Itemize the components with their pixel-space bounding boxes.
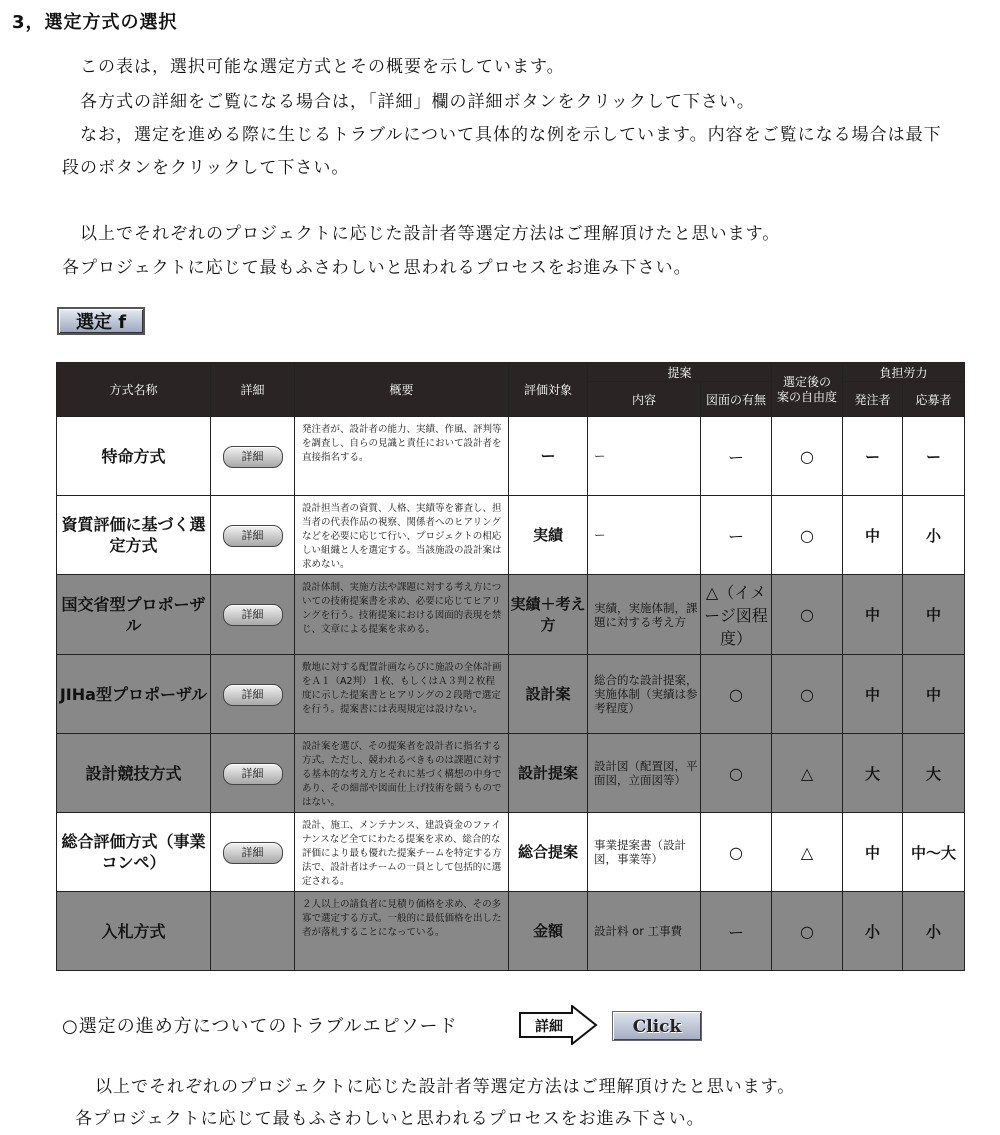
proposal-content: 事業提案書（設計図，事業等） [588, 813, 701, 892]
evaluation-target: ー [509, 417, 588, 496]
evaluation-target: 設計提案 [509, 734, 588, 813]
closing2-line-1: 以上でそれぞれのプロジェクトに応じた設計者等選定方法はご理解頂けたと思います。 [95, 1077, 796, 1097]
detail-cell [211, 496, 295, 575]
intro-line-1: この表は，選択可能な選定方式とその概要を示しています。 [80, 57, 565, 77]
method-summary: 設計担当者の資質、人格、実績等を審査し、担当者の代表作品の視察、関係者へのヒアリングなどを必要に応じて行い、プロジェクトの相応しい組織と人を選定する。当該施設の設計案は求めない。 [295, 496, 509, 575]
detail-button[interactable]: 詳細 [223, 446, 283, 468]
burden-orderer: 中 [843, 496, 903, 575]
design-freedom: ○ [772, 417, 843, 496]
drawing-presence: ー [701, 496, 772, 575]
burden-applicant: 大 [903, 734, 965, 813]
detail-button[interactable]: 詳細 [223, 842, 283, 864]
header-summary: 概要 [295, 363, 509, 417]
evaluation-target: 実績 [509, 496, 588, 575]
method-name: 特命方式 [57, 417, 211, 496]
design-freedom: △ [772, 813, 843, 892]
drawing-presence: ○ [701, 655, 772, 734]
burden-orderer: ー [843, 417, 903, 496]
method-name: 入札方式 [57, 892, 211, 971]
burden-orderer: 中 [843, 813, 903, 892]
intro-line-2: 各方式の詳細をご覧になる場合は，「詳細」欄の詳細ボタンをクリックして下さい。 [80, 92, 755, 112]
header-freedom: 選定後の 案の自由度 [772, 363, 843, 417]
method-name: 資質評価に基づく選定方式 [57, 496, 211, 575]
selection-methods-table [56, 362, 965, 971]
drawing-presence: ー [701, 417, 772, 496]
detail-button[interactable]: 詳細 [223, 525, 283, 547]
burden-applicant: 中 [903, 655, 965, 734]
design-freedom: ○ [772, 655, 843, 734]
section-heading: 3，選定方式の選択 [12, 12, 178, 33]
detail-cell [211, 575, 295, 655]
header-content: 内容 [588, 382, 701, 417]
design-freedom: ○ [772, 892, 843, 971]
header-method: 方式名称 [57, 363, 211, 417]
proposal-content: ー [588, 417, 701, 496]
evaluation-target: 総合提案 [509, 813, 588, 892]
method-summary: 発注者が、設計者の能力、実績、作風、評判等を調査し、自らの見識と責任において設計者を直接指名する。 [295, 417, 509, 496]
proposal-content: 実績，実施体制，課題に対する考え方 [588, 575, 701, 655]
table-row [57, 892, 965, 971]
burden-applicant: 中〜大 [903, 813, 965, 892]
detail-cell [211, 892, 295, 971]
table-row [57, 655, 965, 734]
method-summary: ２人以上の請負者に見積り価格を求め、その多寡で選定する方式。一般的に最低価格を出した者が落札することになっている。 [295, 892, 509, 971]
closing-line-2: 各プロジェクトに応じて最もふさわしいと思われるプロセスをお進み下さい。 [62, 258, 692, 278]
header-drawing: 図面の有無 [701, 382, 772, 417]
trouble-episode-label: ○選定の進め方についてのトラブルエピソード [62, 1016, 458, 1037]
method-summary: 設計案を選び、その提案者を設計者に指名する方式。ただし、競われるべきものは課題に対する基本的な考え方とそれに基づく構想の中身であり、その細部や図面仕上げ技術を競うものではない。 [295, 734, 509, 813]
drawing-presence: ○ [701, 734, 772, 813]
arrow-detail-label: 詳細 [535, 1019, 563, 1035]
detail-button[interactable]: 詳細 [223, 604, 283, 626]
header-applicant: 応募者 [903, 382, 965, 417]
table-row [57, 813, 965, 892]
table-row [57, 575, 965, 655]
table-row [57, 496, 965, 575]
burden-applicant: 中 [903, 575, 965, 655]
method-summary: 設計体制、実施方法や課題に対する考え方についての技術提案書を求め、必要に応じてヒアリングを行う。技術提案における図面的表現を禁じ、文章による提案を求める。 [295, 575, 509, 655]
design-freedom: ○ [772, 496, 843, 575]
intro-line-3: なお，選定を進める際に生じるトラブルについて具体的な例を示しています。内容をご覧になる場合は最下 [80, 125, 942, 145]
header-detail: 詳細 [211, 363, 295, 417]
drawing-presence: △（イメージ図程度） [701, 575, 772, 655]
closing-line-1: 以上でそれぞれのプロジェクトに応じた設計者等選定方法はご理解頂けたと思います。 [80, 224, 781, 244]
method-name: 総合評価方式（事業コンペ） [57, 813, 211, 892]
proposal-content: 設計図（配置図，平面図，立面図等） [588, 734, 701, 813]
method-name: 設計競技方式 [57, 734, 211, 813]
detail-button[interactable]: 詳細 [223, 763, 283, 785]
header-eval: 評価対象 [509, 363, 588, 417]
detail-cell [211, 655, 295, 734]
method-name: 国交省型プロポーザル [57, 575, 211, 655]
detail-cell [211, 417, 295, 496]
evaluation-target: 設計案 [509, 655, 588, 734]
trouble-click-button[interactable]: Click [612, 1011, 702, 1041]
evaluation-target: 実績＋考え方 [509, 575, 588, 655]
method-summary: 設計、施工、メンテナンス、建設資金のファイナンスなど全てにわたる提案を求め、総合的な評価により最も優れた提案チームを特定する方法で、設計者はチームの一員として包括的に選定される。 [295, 813, 509, 892]
intro-line-4: 段のボタンをクリックして下さい。 [62, 158, 350, 178]
header-orderer: 発注者 [843, 382, 903, 417]
method-name: JIHa型プロポーザル [57, 655, 211, 734]
drawing-presence: ー [701, 892, 772, 971]
header-proposal: 提案 [588, 363, 772, 382]
burden-applicant: 小 [903, 496, 965, 575]
burden-orderer: 中 [843, 575, 903, 655]
evaluation-target: 金額 [509, 892, 588, 971]
design-freedom: ○ [772, 575, 843, 655]
table-row [57, 734, 965, 813]
header-burden: 負担労力 [843, 363, 965, 382]
select-method-button[interactable]: 選定 f [57, 307, 145, 335]
burden-applicant: ー [903, 417, 965, 496]
burden-applicant: 小 [903, 892, 965, 971]
detail-button[interactable]: 詳細 [223, 684, 283, 706]
burden-orderer: 中 [843, 655, 903, 734]
detail-cell [211, 813, 295, 892]
method-summary: 敷地に対する配置計画ならびに施設の全体計画をＡ１（A2判）１枚、もしくはＡ３判２枚程度に示した提案書とヒアリングの２段階で選定を行う。提案書には表現規定は設けない。 [295, 655, 509, 734]
design-freedom: △ [772, 734, 843, 813]
proposal-content: 総合的な設計提案，実施体制（実績は参考程度） [588, 655, 701, 734]
detail-cell [211, 734, 295, 813]
closing2-line-2: 各プロジェクトに応じて最もふさわしいと思われるプロセスをお進み下さい。 [75, 1109, 705, 1129]
drawing-presence: ○ [701, 813, 772, 892]
proposal-content: 設計料 or 工事費 [588, 892, 701, 971]
burden-orderer: 小 [843, 892, 903, 971]
proposal-content: ー [588, 496, 701, 575]
table-row [57, 417, 965, 496]
burden-orderer: 大 [843, 734, 903, 813]
